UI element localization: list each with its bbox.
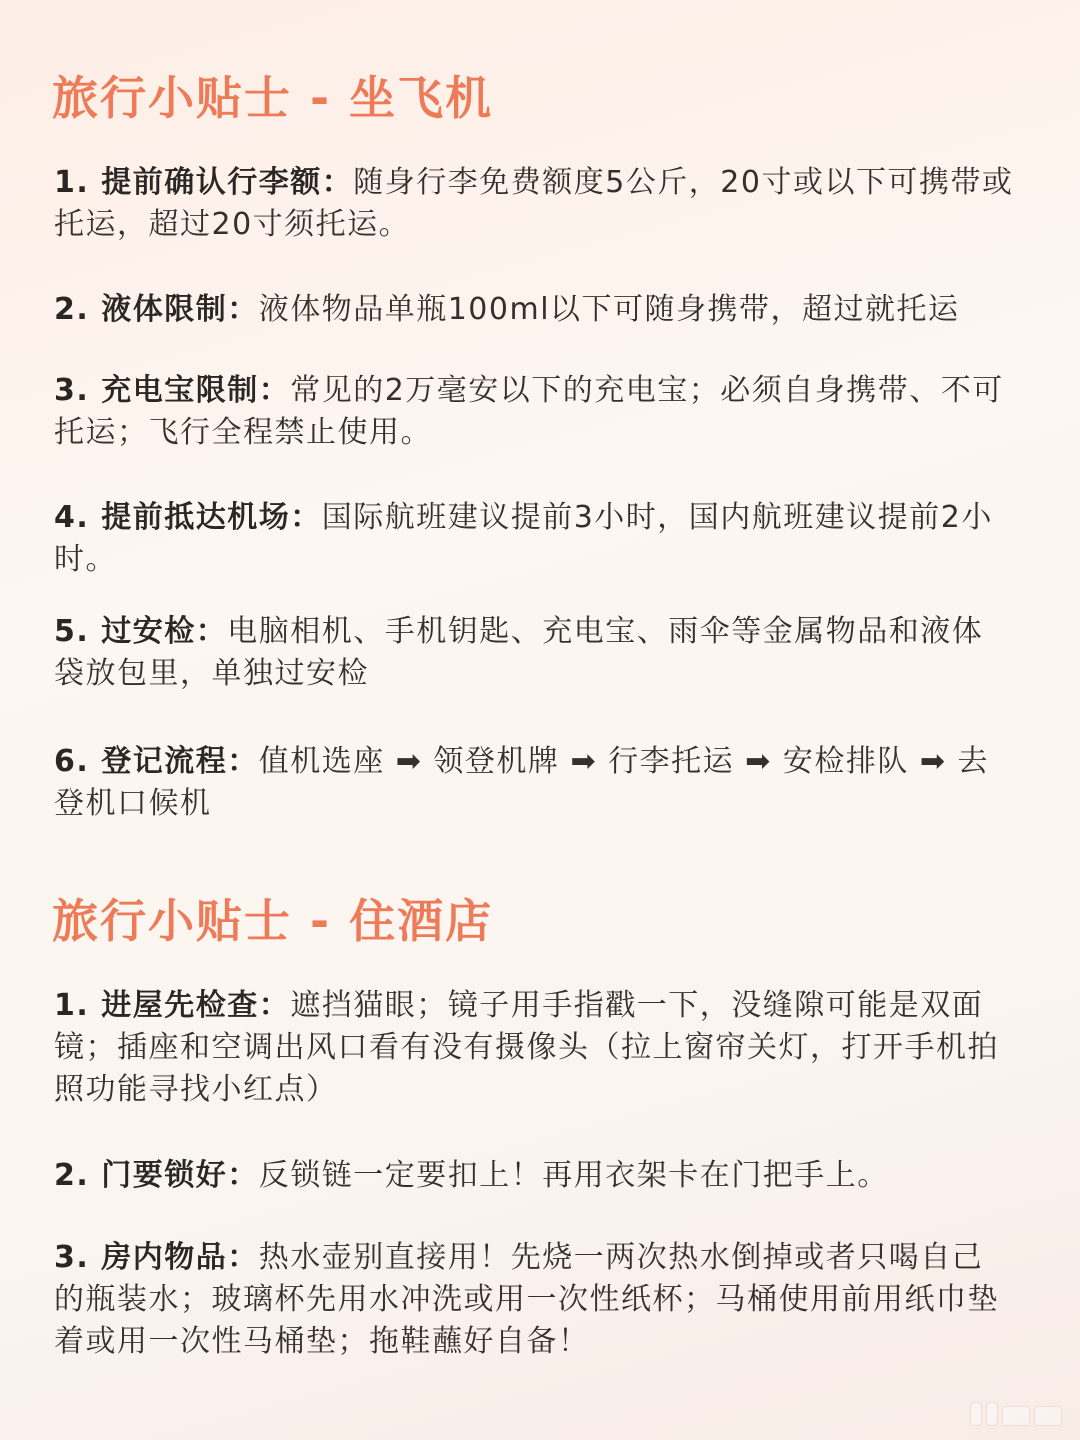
- tip-text: 液体物品单瓶100ml以下可随身携带，超过就托运: [258, 292, 960, 327]
- tip-item: [54, 370, 1014, 454]
- tip-text: 反锁链一定要扣上！再用衣架卡在门把手上。: [258, 1158, 889, 1193]
- tip-text: 国际航班建议提前3小时，国内航班建议提前2小时。: [54, 500, 993, 577]
- tip-item: [54, 289, 1014, 331]
- tip-label: 3. 充电宝限制：: [54, 373, 291, 408]
- tip-label: 4. 提前抵达机场：: [54, 500, 322, 535]
- tip-text: 遮挡猫眼；镜子用手指戳一下，没缝隙可能是双面镜；插座和空调出风口看有没有摄像头（拉上窗帘关灯，打开手机拍照功能寻找小红点）: [54, 988, 999, 1107]
- tip-label: 2. 液体限制：: [54, 292, 259, 327]
- tip-label: 1. 进屋先检查：: [54, 988, 291, 1023]
- tip-item: [54, 1237, 1014, 1363]
- tip-item: [54, 741, 1014, 825]
- watermark-logo: [970, 1402, 1062, 1426]
- tip-label: 6. 登记流程：: [54, 744, 259, 779]
- tip-label: 3. 房内物品：: [54, 1240, 259, 1275]
- tip-item: [54, 162, 1014, 246]
- tip-text: 常见的2万毫安以下的充电宝；必须自身携带、不可托运；飞行全程禁止使用。: [54, 373, 1004, 450]
- tip-item: [54, 497, 1014, 581]
- tip-item: [54, 611, 1014, 695]
- tip-text: 随身行李免费额度5公斤，20寸或以下可携带或托运，超过20寸须托运。: [54, 165, 1014, 242]
- tip-label: 2. 门要锁好：: [54, 1158, 259, 1193]
- tip-text: 值机选座 ➡ 领登机牌 ➡ 行李托运 ➡ 安检排队 ➡ 去登机口候机: [54, 744, 990, 821]
- section-title-hotel: 旅行小贴士 - 住酒店: [52, 894, 494, 948]
- tip-text: 电脑相机、手机钥匙、充电宝、雨伞等金属物品和液体袋放包里，单独过安检: [54, 614, 984, 691]
- tip-item: [54, 985, 1014, 1111]
- tip-text: 热水壶别直接用！先烧一两次热水倒掉或者只喝自己的瓶装水；玻璃杯先用水冲洗或用一次性纸杯；马桶使用前用纸巾垫着或用一次性马桶垫；拖鞋蘸好自备！: [54, 1240, 999, 1359]
- tip-label: 1. 提前确认行李额：: [54, 165, 354, 200]
- tip-item: [54, 1155, 1014, 1197]
- section-title-flight: 旅行小贴士 - 坐飞机: [52, 71, 494, 125]
- tip-label: 5. 过安检：: [54, 614, 228, 649]
